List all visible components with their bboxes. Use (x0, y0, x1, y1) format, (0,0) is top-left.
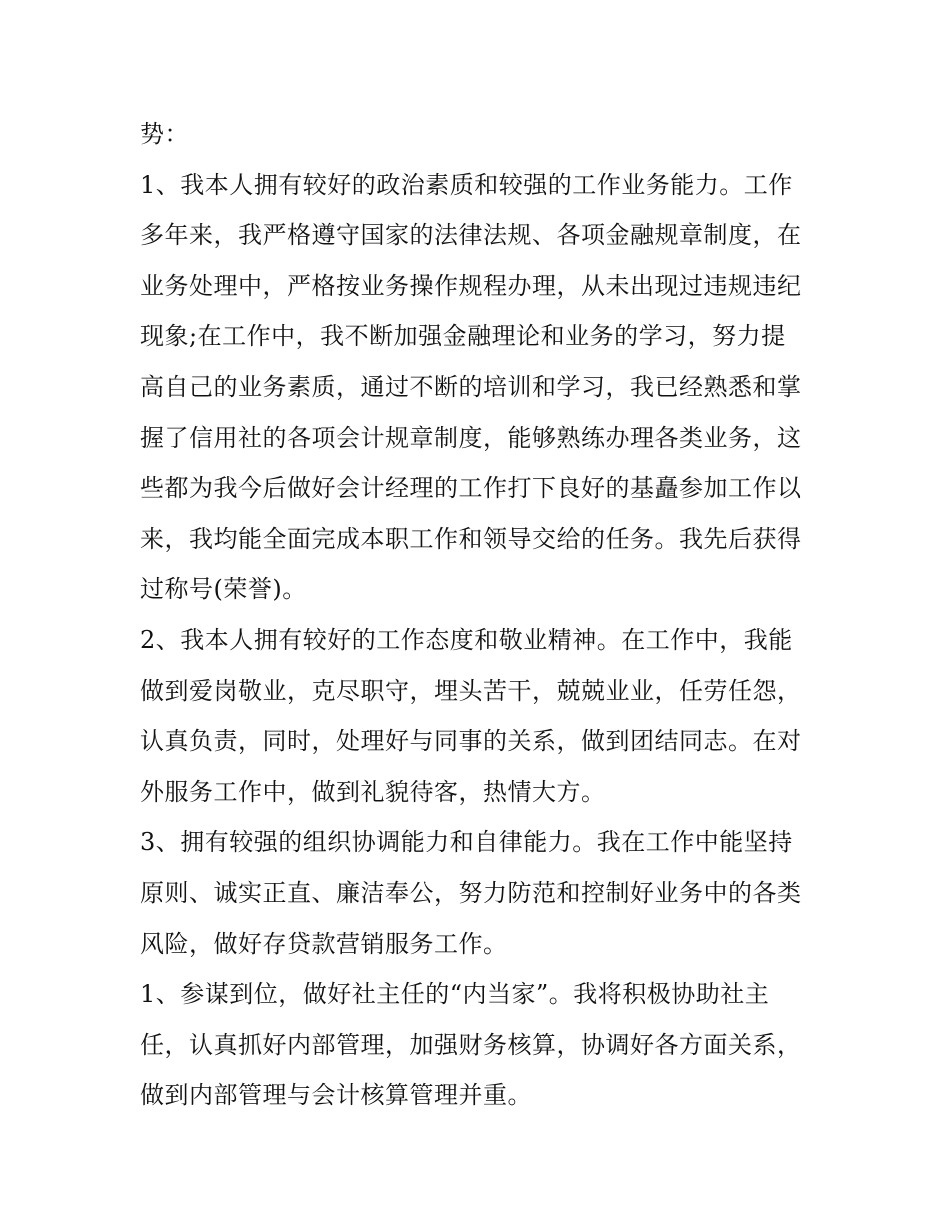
text-line: 做到爱岗敬业，克尽职守，埋头苦干，兢兢业业，任劳任怨， (140, 676, 802, 705)
text-line: 1、我本人拥有较好的政治素质和较强的工作业务能力。工作 (140, 170, 793, 199)
text-line: 来，我均能全面完成本职工作和领导交给的任务。我先后获得 (140, 524, 802, 553)
text-line: 些都为我今后做好会计经理的工作打下良好的基矗参加工作以 (140, 474, 802, 503)
text-line: 做到内部管理与会计核算管理并重。 (140, 1081, 532, 1110)
text-line: 业务处理中，严格按业务操作规程办理，从未出现过违规违纪 (140, 271, 802, 300)
text-line: 势： (140, 120, 189, 148)
text-line: 原则、诚实正直、廉洁奉公，努力防范和控制好业务中的各类 (140, 878, 802, 907)
text-line: 多年来，我严格遵守国家的法律法规、各项金融规章制度，在 (140, 221, 802, 250)
text-line: 1、参谋到位，做好社主任的“内当家”。我将积极协助社主 (140, 980, 770, 1009)
text-line: 任，认真抓好内部管理，加强财务核算，协调好各方面关系， (140, 1030, 802, 1059)
document-body (140, 109, 820, 1121)
text-line: 2、我本人拥有较好的工作态度和敬业精神。在工作中，我能 (140, 625, 793, 654)
text-line: 握了信用社的各项会计规章制度，能够熟练办理各类业务，这 (140, 423, 802, 452)
text-line: 3、拥有较强的组织协调能力和自律能力。我在工作中能坚持 (140, 828, 793, 857)
text-line: 过称号(荣誉)。 (140, 575, 307, 604)
text-line: 风险，做好存贷款营销服务工作。 (140, 929, 508, 958)
text-line: 外服务工作中，做到礼貌待客，热情大方。 (140, 777, 606, 806)
text-line: 认真负责，同时，处理好与同事的关系，做到团结同志。在对 (140, 727, 802, 756)
text-line: 现象;在工作中，我不断加强金融理论和业务的学习，努力提 (140, 322, 786, 351)
text-line: 高自己的业务素质，通过不断的培训和学习，我已经熟悉和掌 (140, 372, 802, 401)
